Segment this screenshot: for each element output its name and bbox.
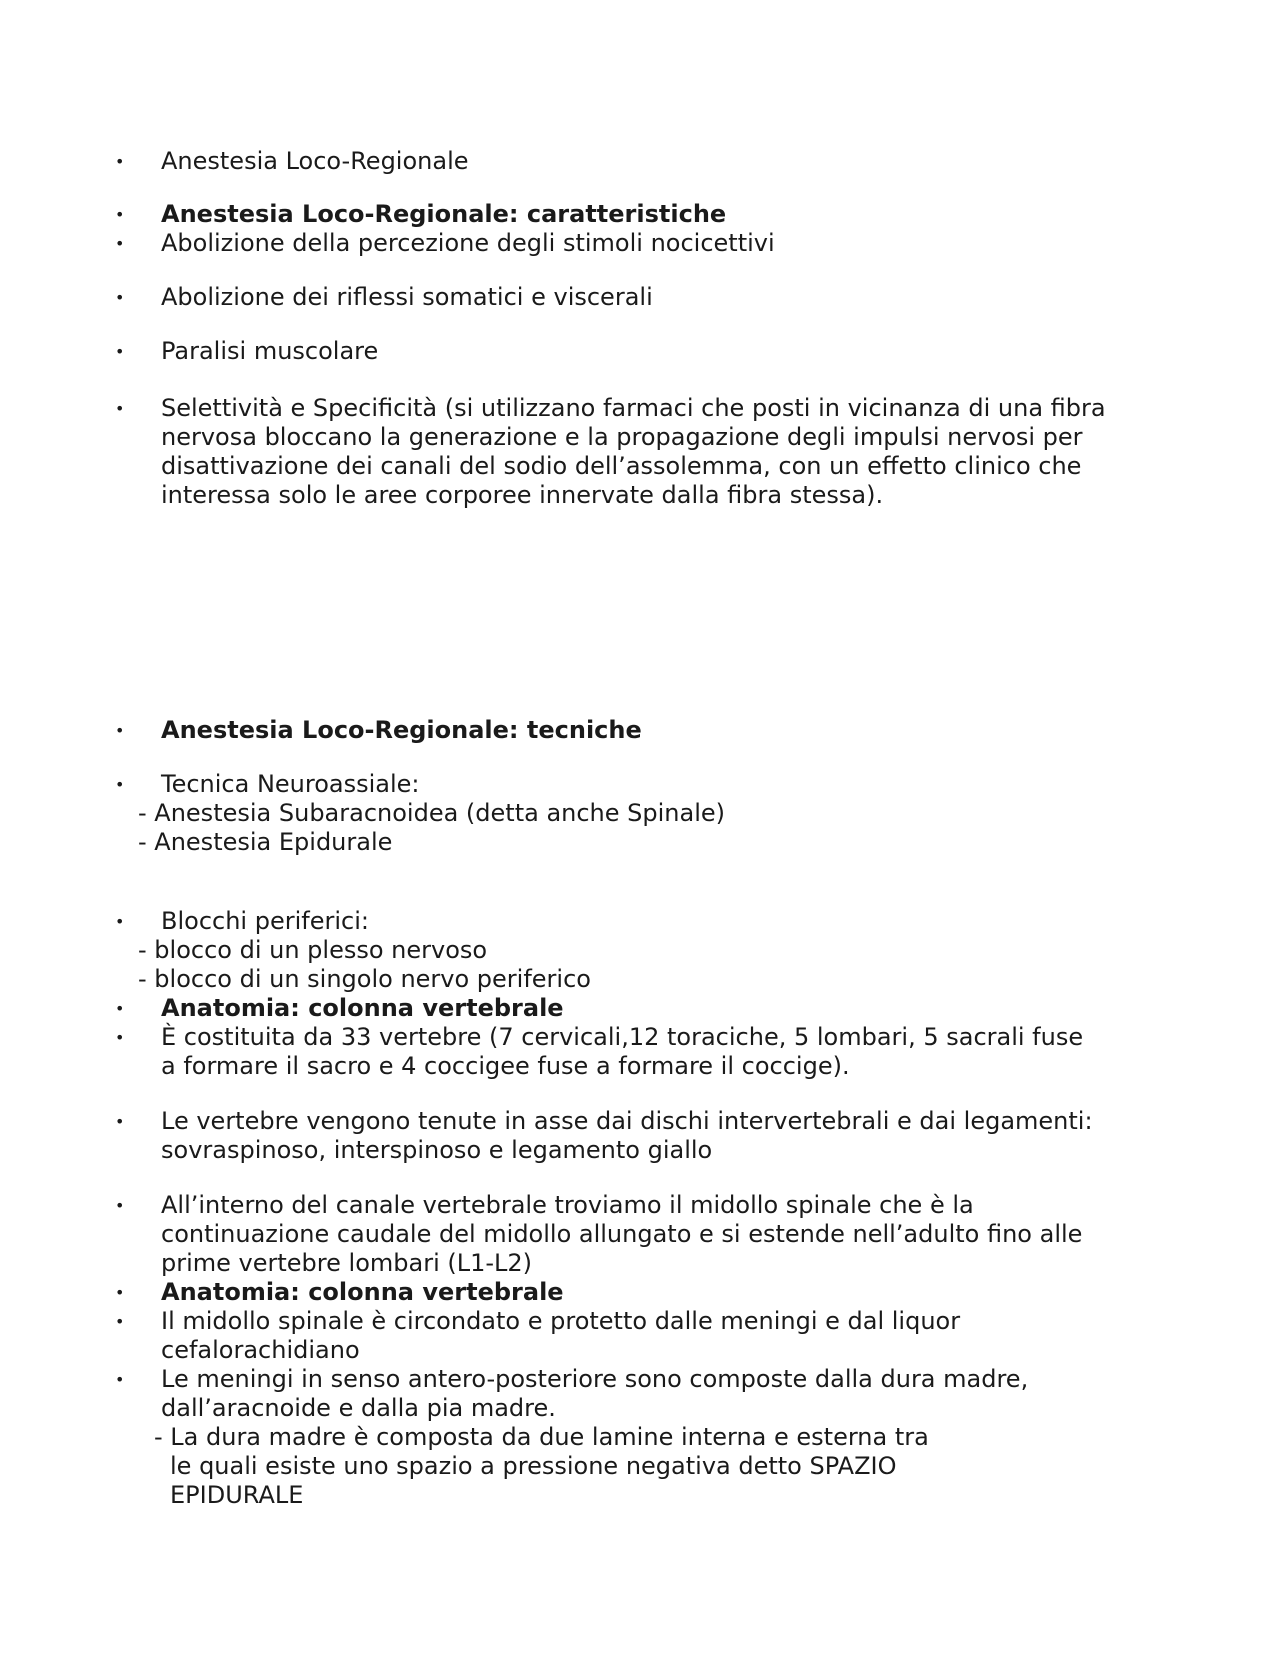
sub-item-text: - blocco di un singolo nervo periferico <box>138 965 591 993</box>
bullet-icon: • <box>115 342 125 361</box>
bullet-icon: • <box>115 1028 125 1047</box>
list-item-text: Tecnica Neuroassiale: <box>161 770 420 798</box>
list-item-text: dall’aracnoide e dalla pia madre. <box>161 1394 556 1422</box>
bullet-icon: • <box>115 288 125 307</box>
list-item-text: sovraspinoso, interspinoso e legamento giallo <box>161 1136 713 1164</box>
sub-item-text: - Anestesia Subaracnoidea (detta anche Spinale) <box>138 799 726 827</box>
section-heading: Anestesia Loco-Regionale: tecniche <box>161 716 642 744</box>
sub-item-text: - Anestesia Epidurale <box>138 828 393 856</box>
bullet-icon: • <box>115 152 125 171</box>
list-item-text: disattivazione dei canali del sodio dell’assolemma, con un effetto clinico che <box>161 452 1082 480</box>
bullet-icon: • <box>115 205 125 224</box>
sub-item-text: le quali esiste uno spazio a pressione negativa detto SPAZIO <box>170 1452 897 1480</box>
bullet-icon: • <box>115 1312 125 1331</box>
list-item-text: nervosa bloccano la generazione e la propagazione degli impulsi nervosi per <box>161 423 1083 451</box>
list-item-text: Abolizione dei riflessi somatici e viscerali <box>161 283 653 311</box>
list-item-text: Anestesia Loco-Regionale <box>161 147 469 175</box>
bullet-icon: • <box>115 721 125 740</box>
bullet-icon: • <box>115 775 125 794</box>
bullet-icon: • <box>115 1370 125 1389</box>
list-item-text: Selettività e Specificità (si utilizzano farmaci che posti in vicinanza di una fibra <box>161 394 1106 422</box>
bullet-icon: • <box>115 1283 125 1302</box>
bullet-icon: • <box>115 999 125 1018</box>
list-item-text: a formare il sacro e 4 coccigee fuse a formare il coccige). <box>161 1052 850 1080</box>
list-item-text: Abolizione della percezione degli stimoli nocicettivi <box>161 229 775 257</box>
section-heading: Anestesia Loco-Regionale: caratteristiche <box>161 200 727 228</box>
list-item-text: Il midollo spinale è circondato e protetto dalle meningi e dal liquor <box>161 1307 961 1335</box>
list-item-text: continuazione caudale del midollo allungato e si estende nell’adulto fino alle <box>161 1220 1083 1248</box>
bullet-icon: • <box>115 912 125 931</box>
list-item-text: All’interno del canale vertebrale troviamo il midollo spinale che è la <box>161 1191 974 1219</box>
bullet-icon: • <box>115 1196 125 1215</box>
bullet-icon: • <box>115 234 125 253</box>
sub-item-text: - blocco di un plesso nervoso <box>138 936 488 964</box>
sub-item-text: EPIDURALE <box>170 1481 304 1509</box>
list-item-text: È costituita da 33 vertebre (7 cervicali,12 toraciche, 5 lombari, 5 sacrali fuse <box>161 1023 1084 1051</box>
section-heading: Anatomia: colonna vertebrale <box>161 1278 564 1306</box>
list-item-text: Le meningi in senso antero-posteriore sono composte dalla dura madre, <box>161 1365 1029 1393</box>
bullet-icon: • <box>115 1112 125 1131</box>
list-item-text: interessa solo le aree corporee innervate dalla fibra stessa). <box>161 481 884 509</box>
sub-item-text: - La dura madre è composta da due lamine interna e esterna tra <box>154 1423 929 1451</box>
section-heading: Anatomia: colonna vertebrale <box>161 994 564 1022</box>
bullet-icon: • <box>115 399 125 418</box>
list-item-text: Le vertebre vengono tenute in asse dai dischi intervertebrali e dai legamenti: <box>161 1107 1093 1135</box>
list-item-text: cefalorachidiano <box>161 1336 360 1364</box>
list-item-text: Blocchi periferici: <box>161 907 369 935</box>
list-item-text: prime vertebre lombari (L1-L2) <box>161 1249 533 1277</box>
list-item-text: Paralisi muscolare <box>161 337 379 365</box>
